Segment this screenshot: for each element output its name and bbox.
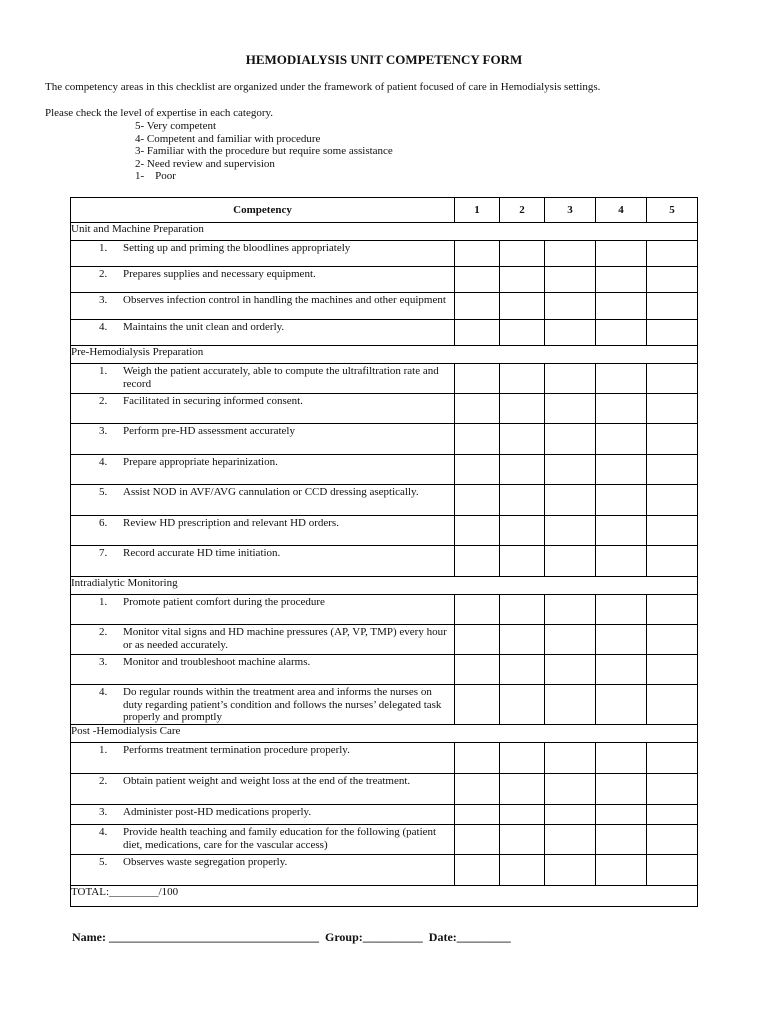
- rating-cell-2[interactable]: [500, 685, 545, 725]
- item-text: Record accurate HD time initiation.: [123, 547, 281, 559]
- competency-cell: [71, 516, 455, 546]
- rating-cell-3[interactable]: [545, 774, 596, 805]
- item-number: 7.: [99, 547, 108, 559]
- section-header-row: [71, 346, 698, 364]
- competency-row: [71, 241, 698, 267]
- rating-cell-5[interactable]: [647, 241, 698, 267]
- rating-cell-3[interactable]: [545, 855, 596, 886]
- section-header-row: [71, 223, 698, 241]
- item-text: Assist NOD in AVF/AVG cannulation or CCD dressing aseptically.: [123, 486, 419, 498]
- rating-cell-2[interactable]: [500, 241, 545, 267]
- competency-row: [71, 394, 698, 424]
- rating-cell-5[interactable]: [647, 805, 698, 825]
- rating-cell-1[interactable]: [455, 805, 500, 825]
- rating-cell-1[interactable]: [455, 241, 500, 267]
- competency-row: [71, 424, 698, 455]
- rating-cell-3[interactable]: [545, 805, 596, 825]
- scale-item: 1- Poor: [135, 170, 176, 183]
- rating-cell-2[interactable]: [500, 595, 545, 625]
- rating-cell-4[interactable]: [596, 546, 647, 577]
- rating-cell-5[interactable]: [647, 267, 698, 293]
- competency-cell: [71, 825, 455, 855]
- rating-cell-5[interactable]: [647, 485, 698, 516]
- section-header-row: [71, 577, 698, 595]
- date-field[interactable]: Date:_________: [428, 930, 511, 944]
- rating-cell-2[interactable]: [500, 546, 545, 577]
- level-header-5: 5: [647, 198, 698, 223]
- competency-cell: [71, 655, 455, 685]
- form-title: HEMODIALYSIS UNIT COMPETENCY FORM: [245, 52, 523, 67]
- rating-cell-4[interactable]: [596, 655, 647, 685]
- instructions-text: Please check the level of expertise in each category.: [45, 107, 274, 119]
- table-header-row: [71, 198, 698, 223]
- item-text: Promote patient comfort during the procedure: [123, 596, 325, 608]
- rating-cell-2[interactable]: [500, 320, 545, 346]
- rating-cell-2[interactable]: [500, 805, 545, 825]
- item-number: 3.: [99, 294, 108, 306]
- section-title: Intradialytic Monitoring: [71, 577, 698, 595]
- rating-cell-1[interactable]: [455, 743, 500, 774]
- item-number: 2.: [99, 626, 108, 638]
- competency-row: [71, 655, 698, 685]
- competency-row: [71, 774, 698, 805]
- competency-header: Competency: [71, 198, 455, 223]
- item-number: 4.: [99, 826, 108, 838]
- rating-cell-1[interactable]: [455, 625, 500, 655]
- scale-item: 5- Very competent: [135, 120, 217, 132]
- competency-cell: [71, 546, 455, 577]
- scale-item: 2- Need review and supervision: [135, 157, 275, 170]
- rating-cell-4[interactable]: [596, 394, 647, 424]
- rating-cell-5[interactable]: [647, 546, 698, 577]
- section-header-row: [71, 725, 698, 743]
- rating-cell-4[interactable]: [596, 825, 647, 855]
- item-number: 1.: [99, 596, 108, 608]
- rating-cell-3[interactable]: [545, 825, 596, 855]
- rating-cell-5[interactable]: [647, 455, 698, 485]
- rating-cell-1[interactable]: [455, 293, 500, 320]
- rating-cell-5[interactable]: [647, 655, 698, 685]
- item-text: Administer post-HD medications properly.: [123, 806, 312, 818]
- intro-text: The competency areas in this checklist are organized under the framework of patient focused of care in Hemodialysis settings.: [45, 81, 601, 93]
- rating-cell-2[interactable]: [500, 855, 545, 886]
- item-text: Perform pre-HD assessment accurately: [123, 425, 295, 437]
- rating-cell-3[interactable]: [545, 455, 596, 485]
- competency-cell: [71, 625, 455, 655]
- rating-cell-5[interactable]: [647, 364, 698, 394]
- competency-row: [71, 320, 698, 346]
- rating-cell-2[interactable]: [500, 743, 545, 774]
- rating-cell-2[interactable]: [500, 364, 545, 394]
- competency-row: [71, 485, 698, 516]
- competency-row: [71, 825, 698, 855]
- section-title: Unit and Machine Preparation: [71, 223, 698, 241]
- item-number: 2.: [99, 268, 108, 280]
- rating-cell-3[interactable]: [545, 516, 596, 546]
- rating-cell-2[interactable]: [500, 267, 545, 293]
- rating-cell-2[interactable]: [500, 516, 545, 546]
- rating-cell-2[interactable]: [500, 485, 545, 516]
- rating-cell-5[interactable]: [647, 394, 698, 424]
- rating-cell-1[interactable]: [455, 516, 500, 546]
- rating-cell-4[interactable]: [596, 743, 647, 774]
- competency-cell: [71, 743, 455, 774]
- item-number: 1.: [99, 242, 108, 254]
- rating-cell-1[interactable]: [455, 394, 500, 424]
- competency-row: [71, 267, 698, 293]
- rating-cell-3[interactable]: [545, 293, 596, 320]
- rating-cell-3[interactable]: [545, 743, 596, 774]
- item-number: 2.: [99, 775, 108, 787]
- competency-cell: [71, 267, 455, 293]
- item-text: Prepare appropriate heparinization.: [123, 456, 278, 468]
- rating-cell-4[interactable]: [596, 685, 647, 725]
- item-number: 3.: [99, 806, 108, 818]
- rating-cell-4[interactable]: [596, 625, 647, 655]
- item-number: 1.: [99, 365, 108, 377]
- competency-cell: [71, 805, 455, 825]
- rating-cell-1[interactable]: [455, 424, 500, 455]
- rating-cell-1[interactable]: [455, 825, 500, 855]
- item-text: Provide health teaching and family education for the following (patient diet, medications, care for the vascular access): [123, 826, 437, 851]
- signature-line: [72, 930, 511, 945]
- rating-cell-2[interactable]: [500, 394, 545, 424]
- rating-cell-3[interactable]: [545, 424, 596, 455]
- competency-row: [71, 855, 698, 886]
- competency-row: [71, 685, 698, 725]
- item-number: 4.: [99, 456, 108, 468]
- rating-cell-1[interactable]: [455, 655, 500, 685]
- rating-cell-1[interactable]: [455, 485, 500, 516]
- item-text: Setting up and priming the bloodlines appropriately: [123, 242, 351, 254]
- item-text: Do regular rounds within the treatment area and informs the nurses on duty regarding patient’s condition and follows the nurses’ delegated task properly and promptly: [123, 686, 442, 723]
- rating-cell-2[interactable]: [500, 625, 545, 655]
- competency-row: [71, 364, 698, 394]
- competency-cell: [71, 424, 455, 455]
- scale-item: 4- Competent and familiar with procedure: [135, 132, 321, 145]
- rating-cell-3[interactable]: [545, 267, 596, 293]
- rating-cell-4[interactable]: [596, 774, 647, 805]
- competency-cell: [71, 364, 455, 394]
- item-number: 3.: [99, 656, 108, 668]
- item-number: 5.: [99, 856, 108, 868]
- rating-cell-3[interactable]: [545, 485, 596, 516]
- item-text: Prepares supplies and necessary equipment.: [123, 268, 316, 280]
- competency-row: [71, 743, 698, 774]
- competency-cell: [71, 241, 455, 267]
- rating-cell-3[interactable]: [545, 546, 596, 577]
- rating-cell-5[interactable]: [647, 743, 698, 774]
- rating-cell-2[interactable]: [500, 655, 545, 685]
- rating-cell-3[interactable]: [545, 394, 596, 424]
- item-number: 1.: [99, 744, 108, 756]
- total-field[interactable]: TOTAL:_________/100: [71, 886, 698, 907]
- rating-cell-5[interactable]: [647, 774, 698, 805]
- rating-cell-3[interactable]: [545, 320, 596, 346]
- rating-cell-4[interactable]: [596, 320, 647, 346]
- rating-cell-5[interactable]: [647, 293, 698, 320]
- item-number: 3.: [99, 425, 108, 437]
- rating-cell-5[interactable]: [647, 516, 698, 546]
- level-header-3: 3: [545, 198, 596, 223]
- item-text: Observes infection control in handling the machines and other equipment: [123, 294, 446, 306]
- item-text: Observes waste segregation properly.: [123, 856, 288, 868]
- rating-cell-2[interactable]: [500, 774, 545, 805]
- rating-cell-3[interactable]: [545, 595, 596, 625]
- rating-cell-1[interactable]: [455, 267, 500, 293]
- competency-cell: [71, 394, 455, 424]
- rating-cell-4[interactable]: [596, 364, 647, 394]
- competency-table: [70, 197, 698, 907]
- competency-cell: [71, 293, 455, 320]
- item-text: Weigh the patient accurately, able to compute the ultrafiltration rate and record: [123, 365, 439, 390]
- section-title: Pre-Hemodialysis Preparation: [71, 346, 698, 364]
- item-number: 6.: [99, 517, 108, 529]
- rating-cell-2[interactable]: [500, 825, 545, 855]
- competency-cell: [71, 774, 455, 805]
- rating-cell-4[interactable]: [596, 455, 647, 485]
- rating-cell-1[interactable]: [455, 685, 500, 725]
- rating-cell-4[interactable]: [596, 424, 647, 455]
- competency-row: [71, 625, 698, 655]
- competency-cell: [71, 855, 455, 886]
- level-header-4: 4: [596, 198, 647, 223]
- competency-row: [71, 595, 698, 625]
- rating-scale: [135, 120, 393, 183]
- rating-cell-1[interactable]: [455, 546, 500, 577]
- rating-cell-1[interactable]: [455, 364, 500, 394]
- rating-cell-1[interactable]: [455, 320, 500, 346]
- item-text: Review HD prescription and relevant HD orders.: [123, 517, 339, 529]
- rating-cell-5[interactable]: [647, 595, 698, 625]
- rating-cell-5[interactable]: [647, 625, 698, 655]
- competency-cell: [71, 595, 455, 625]
- rating-cell-2[interactable]: [500, 293, 545, 320]
- rating-cell-4[interactable]: [596, 516, 647, 546]
- level-header-1: 1: [455, 198, 500, 223]
- rating-cell-2[interactable]: [500, 455, 545, 485]
- rating-cell-3[interactable]: [545, 625, 596, 655]
- item-number: 5.: [99, 486, 108, 498]
- rating-cell-3[interactable]: [545, 685, 596, 725]
- rating-cell-1[interactable]: [455, 455, 500, 485]
- rating-cell-4[interactable]: [596, 267, 647, 293]
- item-number: 2.: [99, 395, 108, 407]
- rating-cell-5[interactable]: [647, 685, 698, 725]
- group-field[interactable]: Group:__________: [324, 930, 423, 944]
- item-text: Obtain patient weight and weight loss at the end of the treatment.: [123, 775, 411, 787]
- item-text: Facilitated in securing informed consent.: [123, 395, 303, 407]
- scale-item: 3- Familiar with the procedure but require some assistance: [135, 145, 393, 158]
- total-row: [71, 886, 698, 907]
- rating-cell-1[interactable]: [455, 855, 500, 886]
- item-text: Monitor and troubleshoot machine alarms.: [123, 656, 311, 668]
- item-text: Monitor vital signs and HD machine pressures (AP, VP, TMP) every hour or as needed accurately.: [123, 626, 447, 651]
- rating-cell-4[interactable]: [596, 595, 647, 625]
- competency-cell: [71, 485, 455, 516]
- competency-cell: [71, 455, 455, 485]
- rating-cell-3[interactable]: [545, 364, 596, 394]
- competency-cell: [71, 685, 455, 725]
- rating-cell-5[interactable]: [647, 825, 698, 855]
- rating-cell-4[interactable]: [596, 293, 647, 320]
- item-number: 4.: [99, 321, 108, 333]
- rating-cell-1[interactable]: [455, 595, 500, 625]
- name-field[interactable]: Name: ___________________________________: [72, 930, 319, 944]
- rating-cell-4[interactable]: [596, 805, 647, 825]
- competency-row: [71, 546, 698, 577]
- rating-cell-5[interactable]: [647, 320, 698, 346]
- rating-cell-3[interactable]: [545, 655, 596, 685]
- item-text: Performs treatment termination procedure properly.: [123, 744, 350, 756]
- competency-cell: [71, 320, 455, 346]
- rating-cell-2[interactable]: [500, 424, 545, 455]
- competency-row: [71, 293, 698, 320]
- rating-cell-4[interactable]: [596, 485, 647, 516]
- item-text: Maintains the unit clean and orderly.: [123, 321, 285, 333]
- section-title: Post -Hemodialysis Care: [71, 725, 698, 743]
- rating-cell-5[interactable]: [647, 855, 698, 886]
- rating-cell-3[interactable]: [545, 241, 596, 267]
- competency-row: [71, 805, 698, 825]
- rating-cell-5[interactable]: [647, 424, 698, 455]
- rating-cell-4[interactable]: [596, 855, 647, 886]
- item-number: 4.: [99, 686, 108, 698]
- competency-row: [71, 516, 698, 546]
- competency-row: [71, 455, 698, 485]
- rating-cell-4[interactable]: [596, 241, 647, 267]
- level-header-2: 2: [500, 198, 545, 223]
- rating-cell-1[interactable]: [455, 774, 500, 805]
